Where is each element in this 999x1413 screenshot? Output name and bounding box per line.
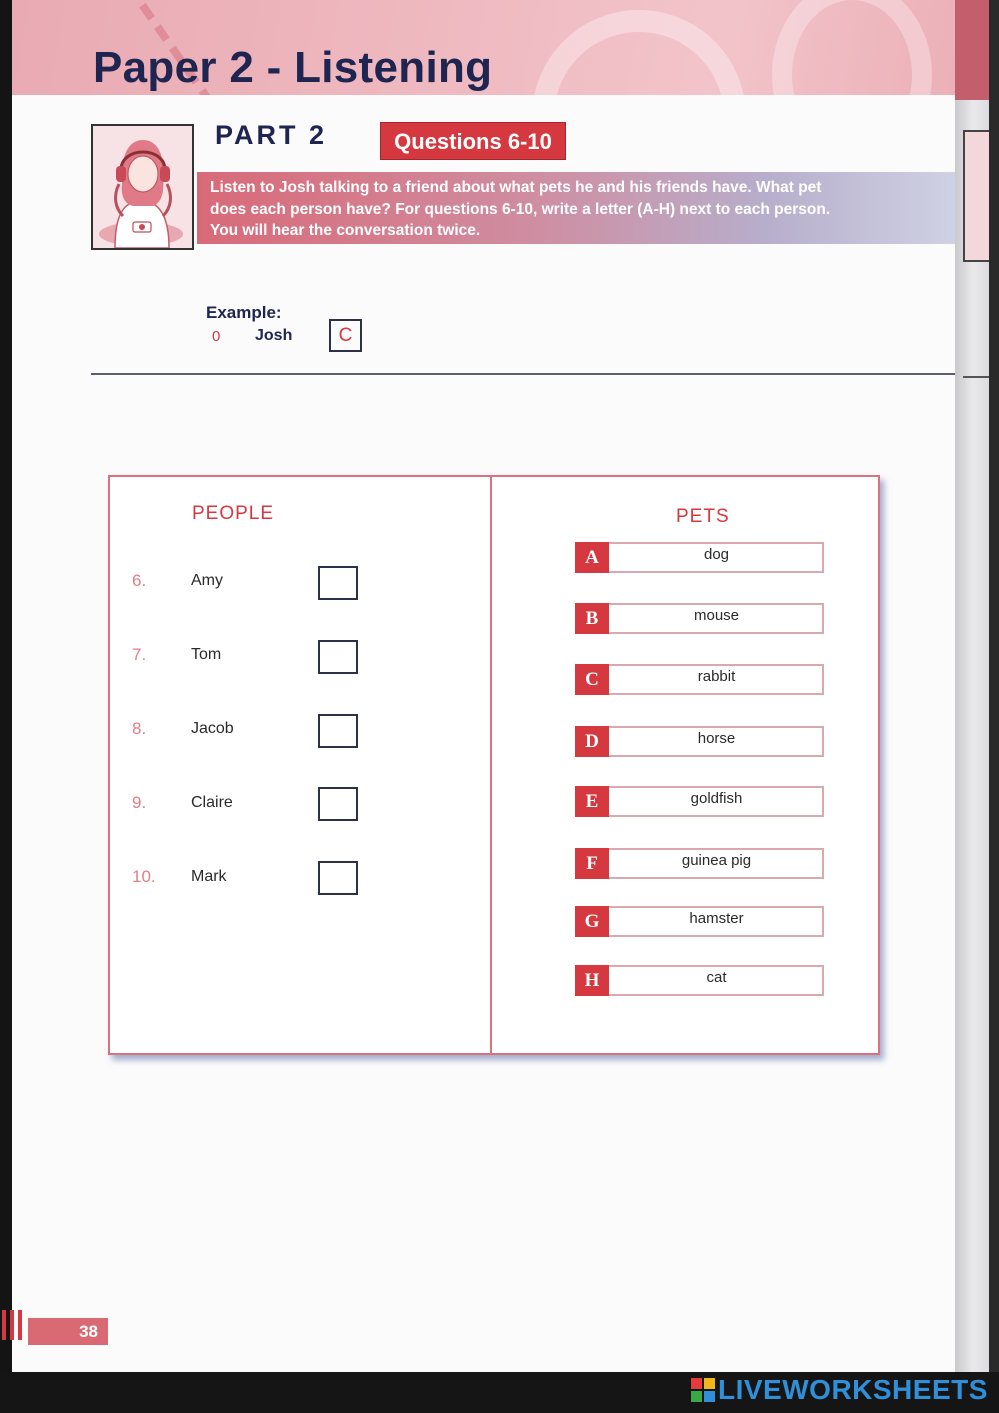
- section-divider-rule: [91, 373, 955, 375]
- example-answer-box: C: [329, 319, 362, 352]
- pet-name: dog: [703, 546, 730, 563]
- example-label: Example:: [206, 303, 282, 322]
- person-name: Jacob: [191, 720, 234, 737]
- liveworksheets-brand: LIVEWORKSHEETS: [718, 1374, 988, 1405]
- answer-box-7[interactable]: [318, 640, 358, 674]
- person-name: Tom: [191, 646, 222, 663]
- book-gutter: [955, 0, 999, 1372]
- pet-name: hamster: [689, 910, 744, 927]
- example-number: 0: [212, 328, 221, 345]
- header-decoration: [532, 10, 746, 95]
- pet-option-b: [575, 603, 825, 634]
- pet-letter: A: [575, 542, 609, 573]
- headphones-icon: [93, 126, 192, 248]
- panel-column-divider: [490, 475, 492, 1055]
- page-title: Paper 2 - Listening: [93, 43, 493, 92]
- pet-option-e: [575, 786, 825, 817]
- person-name: Mark: [191, 868, 227, 885]
- people-heading: PEOPLE: [192, 503, 275, 524]
- pet-letter: D: [575, 726, 609, 757]
- pet-letter: C: [575, 664, 609, 695]
- girl-with-headphones-illustration: [91, 124, 194, 250]
- pets-heading: PETS: [676, 506, 730, 527]
- questions-badge: Questions 6-10: [380, 122, 566, 160]
- pet-option-h: [575, 965, 825, 996]
- page-number: 38: [28, 1318, 108, 1345]
- part-label: PART 2: [215, 120, 328, 150]
- question-number: 8.: [132, 719, 147, 738]
- pet-option-f: [575, 848, 825, 879]
- question-number: 6.: [132, 571, 147, 590]
- pet-name: goldfish: [690, 790, 743, 807]
- instructions-text: Listen to Josh talking to a friend about what pets he and his friends have. What pet does each person have? For questions 6-10, write a letter (A-H) next to each person. You will hear the conversation twice.: [210, 179, 831, 239]
- pet-option-g: [575, 906, 825, 937]
- person-name: Amy: [191, 572, 223, 589]
- page-left-edge: [0, 0, 12, 1372]
- question-number: 10.: [132, 867, 156, 886]
- question-number: 7.: [132, 645, 147, 664]
- answer-box-10[interactable]: [318, 861, 358, 895]
- pet-option-c: [575, 664, 825, 695]
- pet-letter: H: [575, 965, 609, 996]
- pet-name: mouse: [693, 607, 740, 624]
- pet-name: horse: [697, 730, 736, 747]
- pet-option-a: [575, 542, 825, 573]
- pet-option-d: [575, 726, 825, 757]
- person-name: Claire: [191, 794, 233, 811]
- pet-name: cat: [706, 969, 727, 986]
- pet-letter: B: [575, 603, 609, 634]
- page-corner-marks: [2, 1310, 26, 1340]
- answer-box-6[interactable]: [318, 566, 358, 600]
- pet-letter: G: [575, 906, 609, 937]
- pet-name: guinea pig: [681, 852, 752, 869]
- answer-box-9[interactable]: [318, 787, 358, 821]
- pet-name: rabbit: [697, 668, 736, 685]
- question-number: 9.: [132, 793, 147, 812]
- answer-box-8[interactable]: [318, 714, 358, 748]
- example-name: Josh: [255, 327, 293, 344]
- header-decoration: [772, 0, 932, 95]
- book-spine: [989, 0, 999, 1372]
- pet-letter: E: [575, 786, 609, 817]
- pet-letter: F: [575, 848, 609, 879]
- liveworksheets-logo-icon: [691, 1378, 715, 1402]
